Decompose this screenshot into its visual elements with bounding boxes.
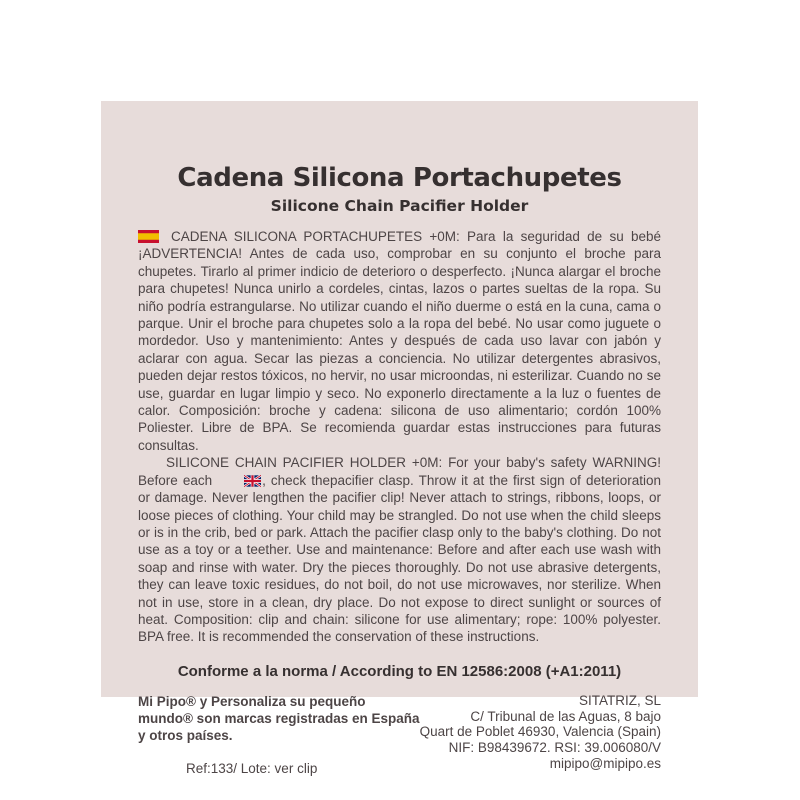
- spanish-instructions: [138, 228, 661, 454]
- footer-block: [138, 693, 661, 776]
- company-address-line: C/ Tribunal de las Aguas, 8 bajo: [470, 708, 661, 724]
- company-name: SITATRIZ, SL: [578, 692, 661, 708]
- english-instructions-text-1: SILICONE CHAIN PACIFIER HOLDER +0M: For your baby's safety WARNING! Before each: [138, 455, 661, 488]
- trademark-notice: Mi Pipo® y Personaliza su pequeño mundo® son marcas registradas en España y otros países.: [138, 693, 420, 743]
- company-email: mipipo@mipipo.es: [549, 755, 661, 771]
- english-instructions: [138, 454, 661, 645]
- footer-left-column: [138, 693, 420, 776]
- company-address: [420, 693, 661, 776]
- product-label: [101, 101, 698, 776]
- company-tax-ids: NIF: B98439672. RSI: 39.006080/V: [448, 740, 661, 756]
- product-title: Cadena Silicona Portachupetes: [177, 163, 622, 193]
- ref-lot-line: Ref:133/ Lote: ver clip: [186, 760, 318, 776]
- spanish-instructions-text: CADENA SILICONA PORTACHUPETES +0M: Para la seguridad de su bebé ¡ADVERTENCIA! Antes de cada uso, comprobar en su conjunto el broche para chupetes. Tirarlo al primer indicio de deterioro o desperfecto. ¡Nunca alargar el broche para chupetes! Nunca unirlo a cordeles, cintas, lazos o partes sueltas de la ropa. Su niño podría estrangularse. No utilizar cuando el niño duerme o está en la cuna, cama o parque. Unir el broche para chupetes solo a la ropa del bebé. No usar como juguete o mordedor. Uso y mantenimiento: Antes y después de cada uso lavar con jabón y aclarar con agua. Secar las piezas a conciencia. No utilizar detergentes abrasivos, pueden dejar restos tóxicos, no hervir, no usar microondas, ni esterilizar. Cuando no se use, guardar en lugar limpio y seco. No exponerlo directamente a la luz o fuentes de calor. Composición: broche y cadena: silicona de uso alimentario; cordón 100% Poliester. Libre de BPA. Se recomienda guardar estas instrucciones para futuras consultas.: [138, 229, 661, 453]
- english-instructions-text-2: , check thepacifier clasp. Throw it at the first sign of deterioration or damage. Never lengthen the pacifier clip! Never attach to strings, ribbons, loops, or loose pieces of clothing. Your child may be strangled. Do not use when the child sleeps or is in the crib, bed or park. Attach the pacifier clasp only to the baby's clothing. Do not use as a toy or a teether. Use and maintenance: Before and after each use wash with soap and rinse with water. Dry the pieces thoroughly. Do not use abrasive detergents, they can leave toxic residues, do not boil, do not use microwaves, nor sterilize. When not in use, store in a clean, dry place. Do not expose to direct sunlight or sources of heat. Composition: clip and chain: silicone for use alimentary; rope: 100% polyester. BPA free. It is recommended the conservation of these instructions.: [138, 472, 661, 645]
- uk-flag-icon: [216, 475, 261, 487]
- spain-flag-icon: [138, 230, 159, 243]
- product-subtitle: Silicone Chain Pacifier Holder: [270, 197, 529, 215]
- company-address-line: Quart de Poblet 46930, Valencia (Spain): [419, 724, 661, 740]
- standard-compliance-line: Conforme a la norma / According to EN 12586:2008 (+A1:2011): [177, 662, 622, 680]
- instructions-block: [138, 228, 661, 646]
